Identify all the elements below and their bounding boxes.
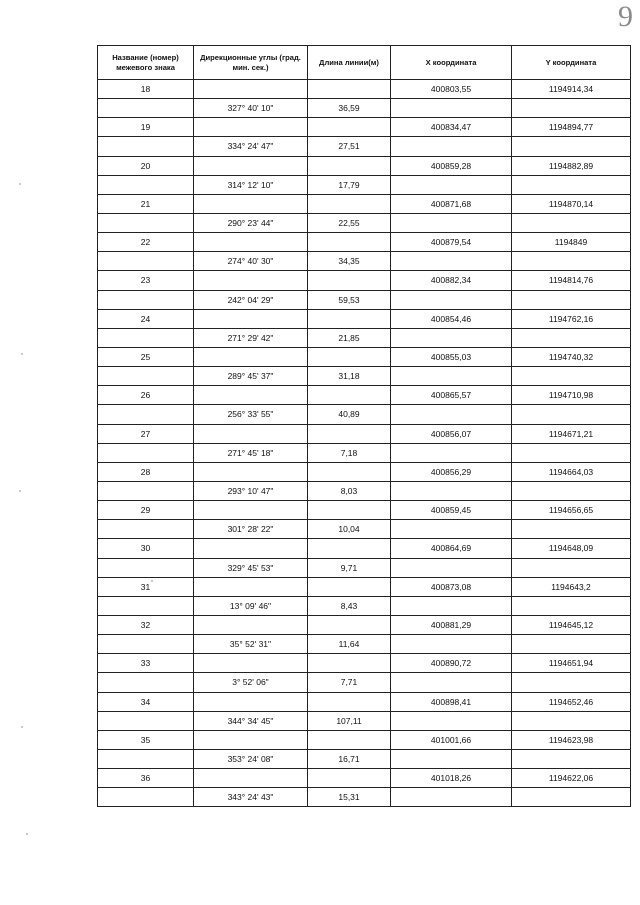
empty-cell: [98, 673, 194, 692]
empty-cell: [98, 328, 194, 347]
empty-cell: [512, 596, 631, 615]
empty-cell: [308, 501, 391, 520]
point-row: [98, 730, 631, 749]
angle-cell: 314° 12' 10": [194, 175, 308, 194]
segment-row: [98, 788, 631, 807]
empty-cell: [391, 673, 512, 692]
empty-cell: [98, 405, 194, 424]
empty-cell: [308, 462, 391, 481]
segment-row: [98, 137, 631, 156]
segment-row: [98, 673, 631, 692]
point-name-cell: 33: [98, 654, 194, 673]
point-row: [98, 347, 631, 366]
point-name-cell: 30: [98, 539, 194, 558]
x-coordinate-cell: 400803,55: [391, 80, 512, 99]
empty-cell: [512, 788, 631, 807]
y-coordinate-cell: 1194643,2: [512, 577, 631, 596]
x-coordinate-cell: 400871,68: [391, 194, 512, 213]
point-row: [98, 615, 631, 634]
empty-cell: [194, 692, 308, 711]
length-cell: 31,18: [308, 367, 391, 386]
angle-cell: 327° 40' 10": [194, 99, 308, 118]
length-cell: 15,31: [308, 788, 391, 807]
empty-cell: [512, 558, 631, 577]
empty-cell: [512, 443, 631, 462]
empty-cell: [308, 615, 391, 634]
y-coordinate-cell: 1194762,16: [512, 309, 631, 328]
x-coordinate-cell: 400882,34: [391, 271, 512, 290]
empty-cell: [308, 424, 391, 443]
segment-row: [98, 596, 631, 615]
empty-cell: [512, 481, 631, 500]
empty-cell: [98, 99, 194, 118]
empty-cell: [512, 520, 631, 539]
x-coordinate-cell: 400865,57: [391, 386, 512, 405]
empty-cell: [512, 175, 631, 194]
y-coordinate-cell: 1194710,98: [512, 386, 631, 405]
length-cell: 16,71: [308, 749, 391, 768]
angle-cell: 329° 45' 53": [194, 558, 308, 577]
empty-cell: [391, 443, 512, 462]
angle-cell: 3° 52' 06": [194, 673, 308, 692]
angle-cell: 344° 34' 45": [194, 711, 308, 730]
empty-cell: [194, 462, 308, 481]
angle-cell: 334° 24' 47": [194, 137, 308, 156]
empty-cell: [391, 711, 512, 730]
x-coordinate-cell: 400834,47: [391, 118, 512, 137]
angle-cell: 343° 24' 43": [194, 788, 308, 807]
y-coordinate-cell: 1194814,76: [512, 271, 631, 290]
empty-cell: [98, 788, 194, 807]
empty-cell: [194, 424, 308, 443]
header-name: Название (номер) межевого знака: [98, 46, 194, 80]
header-length: Длина линии(м): [308, 46, 391, 80]
point-row: [98, 156, 631, 175]
point-name-cell: 25: [98, 347, 194, 366]
angle-cell: 271° 45' 18": [194, 443, 308, 462]
segment-row: [98, 175, 631, 194]
point-name-cell: 32: [98, 615, 194, 634]
angle-cell: 293° 10' 47": [194, 481, 308, 500]
length-cell: 17,79: [308, 175, 391, 194]
empty-cell: [391, 558, 512, 577]
length-cell: 27,51: [308, 137, 391, 156]
point-row: [98, 692, 631, 711]
angle-cell: 289° 45' 37": [194, 367, 308, 386]
empty-cell: [194, 615, 308, 634]
empty-cell: [512, 405, 631, 424]
point-row: [98, 118, 631, 137]
segment-row: [98, 635, 631, 654]
length-cell: 9,71: [308, 558, 391, 577]
segment-row: [98, 520, 631, 539]
empty-cell: [391, 252, 512, 271]
scan-speck: [21, 353, 23, 355]
segment-row: [98, 213, 631, 232]
empty-cell: [391, 481, 512, 500]
empty-cell: [512, 213, 631, 232]
segment-row: [98, 328, 631, 347]
segment-row: [98, 252, 631, 271]
angle-cell: 256° 33' 55": [194, 405, 308, 424]
point-name-cell: 34: [98, 692, 194, 711]
segment-row: [98, 749, 631, 768]
x-coordinate-cell: 400864,69: [391, 539, 512, 558]
empty-cell: [194, 654, 308, 673]
empty-cell: [98, 137, 194, 156]
empty-cell: [512, 252, 631, 271]
length-cell: 8,43: [308, 596, 391, 615]
point-row: [98, 539, 631, 558]
point-row: [98, 501, 631, 520]
length-cell: 7,71: [308, 673, 391, 692]
empty-cell: [194, 539, 308, 558]
angle-cell: 271° 29' 42": [194, 328, 308, 347]
angle-cell: 274° 40' 30": [194, 252, 308, 271]
empty-cell: [391, 596, 512, 615]
empty-cell: [98, 290, 194, 309]
point-name-cell: 24: [98, 309, 194, 328]
x-coordinate-cell: 400879,54: [391, 233, 512, 252]
empty-cell: [98, 596, 194, 615]
y-coordinate-cell: 1194648,09: [512, 539, 631, 558]
scan-speck: [19, 490, 21, 492]
empty-cell: [391, 635, 512, 654]
point-row: [98, 577, 631, 596]
empty-cell: [391, 367, 512, 386]
point-name-cell: 23: [98, 271, 194, 290]
length-cell: 36,59: [308, 99, 391, 118]
y-coordinate-cell: 1194645,12: [512, 615, 631, 634]
length-cell: 34,35: [308, 252, 391, 271]
header-angles: Дирекционные углы (град. мин. сек.): [194, 46, 308, 80]
point-name-cell: 31: [98, 577, 194, 596]
empty-cell: [308, 194, 391, 213]
empty-cell: [308, 271, 391, 290]
header-y: Y координата: [512, 46, 631, 80]
y-coordinate-cell: 1194652,46: [512, 692, 631, 711]
y-coordinate-cell: 1194894,77: [512, 118, 631, 137]
segment-row: [98, 405, 631, 424]
empty-cell: [308, 386, 391, 405]
segment-row: [98, 481, 631, 500]
empty-cell: [194, 271, 308, 290]
empty-cell: [194, 769, 308, 788]
empty-cell: [391, 328, 512, 347]
empty-cell: [512, 99, 631, 118]
y-coordinate-cell: 1194849: [512, 233, 631, 252]
empty-cell: [194, 501, 308, 520]
y-coordinate-cell: 1194664,03: [512, 462, 631, 481]
x-coordinate-cell: 400856,29: [391, 462, 512, 481]
y-coordinate-cell: 1194740,32: [512, 347, 631, 366]
empty-cell: [194, 347, 308, 366]
empty-cell: [391, 520, 512, 539]
empty-cell: [512, 635, 631, 654]
length-cell: 59,53: [308, 290, 391, 309]
length-cell: 22,55: [308, 213, 391, 232]
point-row: [98, 424, 631, 443]
point-row: [98, 194, 631, 213]
point-name-cell: 22: [98, 233, 194, 252]
header-x: Х координата: [391, 46, 512, 80]
empty-cell: [98, 558, 194, 577]
empty-cell: [391, 213, 512, 232]
point-row: [98, 309, 631, 328]
empty-cell: [512, 367, 631, 386]
empty-cell: [98, 443, 194, 462]
empty-cell: [391, 99, 512, 118]
empty-cell: [98, 175, 194, 194]
point-name-cell: 27: [98, 424, 194, 443]
x-coordinate-cell: 401018,26: [391, 769, 512, 788]
coordinates-table: [97, 45, 631, 807]
point-name-cell: 26: [98, 386, 194, 405]
segment-row: [98, 558, 631, 577]
x-coordinate-cell: 400859,28: [391, 156, 512, 175]
empty-cell: [391, 137, 512, 156]
length-cell: 8,03: [308, 481, 391, 500]
empty-cell: [194, 386, 308, 405]
point-name-cell: 28: [98, 462, 194, 481]
empty-cell: [194, 309, 308, 328]
empty-cell: [194, 577, 308, 596]
empty-cell: [391, 749, 512, 768]
length-cell: 11,64: [308, 635, 391, 654]
y-coordinate-cell: 1194914,34: [512, 80, 631, 99]
x-coordinate-cell: 400855,03: [391, 347, 512, 366]
segment-row: [98, 711, 631, 730]
point-row: [98, 654, 631, 673]
segment-row: [98, 367, 631, 386]
point-name-cell: 19: [98, 118, 194, 137]
empty-cell: [308, 577, 391, 596]
angle-cell: 353° 24' 08": [194, 749, 308, 768]
angle-cell: 35° 52' 31": [194, 635, 308, 654]
empty-cell: [194, 118, 308, 137]
y-coordinate-cell: 1194656,65: [512, 501, 631, 520]
point-row: [98, 386, 631, 405]
empty-cell: [391, 175, 512, 194]
empty-cell: [308, 769, 391, 788]
point-name-cell: 36: [98, 769, 194, 788]
length-cell: 21,85: [308, 328, 391, 347]
y-coordinate-cell: 1194622,06: [512, 769, 631, 788]
y-coordinate-cell: 1194623,98: [512, 730, 631, 749]
empty-cell: [391, 290, 512, 309]
scan-speck: [26, 833, 28, 835]
point-row: [98, 769, 631, 788]
empty-cell: [512, 711, 631, 730]
length-cell: 107,11: [308, 711, 391, 730]
point-name-cell: 35: [98, 730, 194, 749]
empty-cell: [308, 347, 391, 366]
empty-cell: [308, 118, 391, 137]
scan-speck: [19, 183, 21, 185]
length-cell: 10,04: [308, 520, 391, 539]
angle-cell: 290° 23' 44": [194, 213, 308, 232]
empty-cell: [98, 520, 194, 539]
empty-cell: [512, 673, 631, 692]
empty-cell: [98, 252, 194, 271]
empty-cell: [194, 156, 308, 175]
empty-cell: [194, 730, 308, 749]
empty-cell: [98, 481, 194, 500]
empty-cell: [308, 730, 391, 749]
empty-cell: [512, 290, 631, 309]
empty-cell: [391, 405, 512, 424]
angle-cell: 13° 09' 46": [194, 596, 308, 615]
empty-cell: [194, 194, 308, 213]
empty-cell: [308, 156, 391, 175]
angle-cell: 301° 28' 22": [194, 520, 308, 539]
x-coordinate-cell: 400898,41: [391, 692, 512, 711]
empty-cell: [512, 749, 631, 768]
point-row: [98, 80, 631, 99]
point-row: [98, 233, 631, 252]
point-name-cell: 20: [98, 156, 194, 175]
empty-cell: [308, 654, 391, 673]
point-name-cell: 18: [98, 80, 194, 99]
empty-cell: [512, 137, 631, 156]
x-coordinate-cell: 400856,07: [391, 424, 512, 443]
empty-cell: [98, 749, 194, 768]
empty-cell: [512, 328, 631, 347]
y-coordinate-cell: 1194671,21: [512, 424, 631, 443]
point-row: [98, 462, 631, 481]
length-cell: 7,18: [308, 443, 391, 462]
scan-speck: [21, 726, 23, 728]
angle-cell: 242° 04' 29": [194, 290, 308, 309]
header-row: [98, 46, 631, 80]
empty-cell: [98, 213, 194, 232]
x-coordinate-cell: 400859,45: [391, 501, 512, 520]
y-coordinate-cell: 1194870,14: [512, 194, 631, 213]
empty-cell: [194, 233, 308, 252]
segment-row: [98, 443, 631, 462]
x-coordinate-cell: 400890,72: [391, 654, 512, 673]
segment-row: [98, 290, 631, 309]
point-name-cell: 21: [98, 194, 194, 213]
empty-cell: [98, 635, 194, 654]
x-coordinate-cell: 400881,29: [391, 615, 512, 634]
segment-row: [98, 99, 631, 118]
empty-cell: [308, 539, 391, 558]
x-coordinate-cell: 400873,08: [391, 577, 512, 596]
point-row: [98, 271, 631, 290]
empty-cell: [308, 233, 391, 252]
empty-cell: [308, 309, 391, 328]
empty-cell: [194, 80, 308, 99]
y-coordinate-cell: 1194882,89: [512, 156, 631, 175]
empty-cell: [391, 788, 512, 807]
y-coordinate-cell: 1194651,94: [512, 654, 631, 673]
empty-cell: [308, 80, 391, 99]
page-number: 9: [618, 0, 633, 33]
x-coordinate-cell: 401001,66: [391, 730, 512, 749]
empty-cell: [98, 711, 194, 730]
scan-speck: [151, 580, 153, 582]
point-name-cell: 29: [98, 501, 194, 520]
empty-cell: [308, 692, 391, 711]
empty-cell: [98, 367, 194, 386]
length-cell: 40,89: [308, 405, 391, 424]
x-coordinate-cell: 400854,46: [391, 309, 512, 328]
table-body: [98, 80, 631, 807]
